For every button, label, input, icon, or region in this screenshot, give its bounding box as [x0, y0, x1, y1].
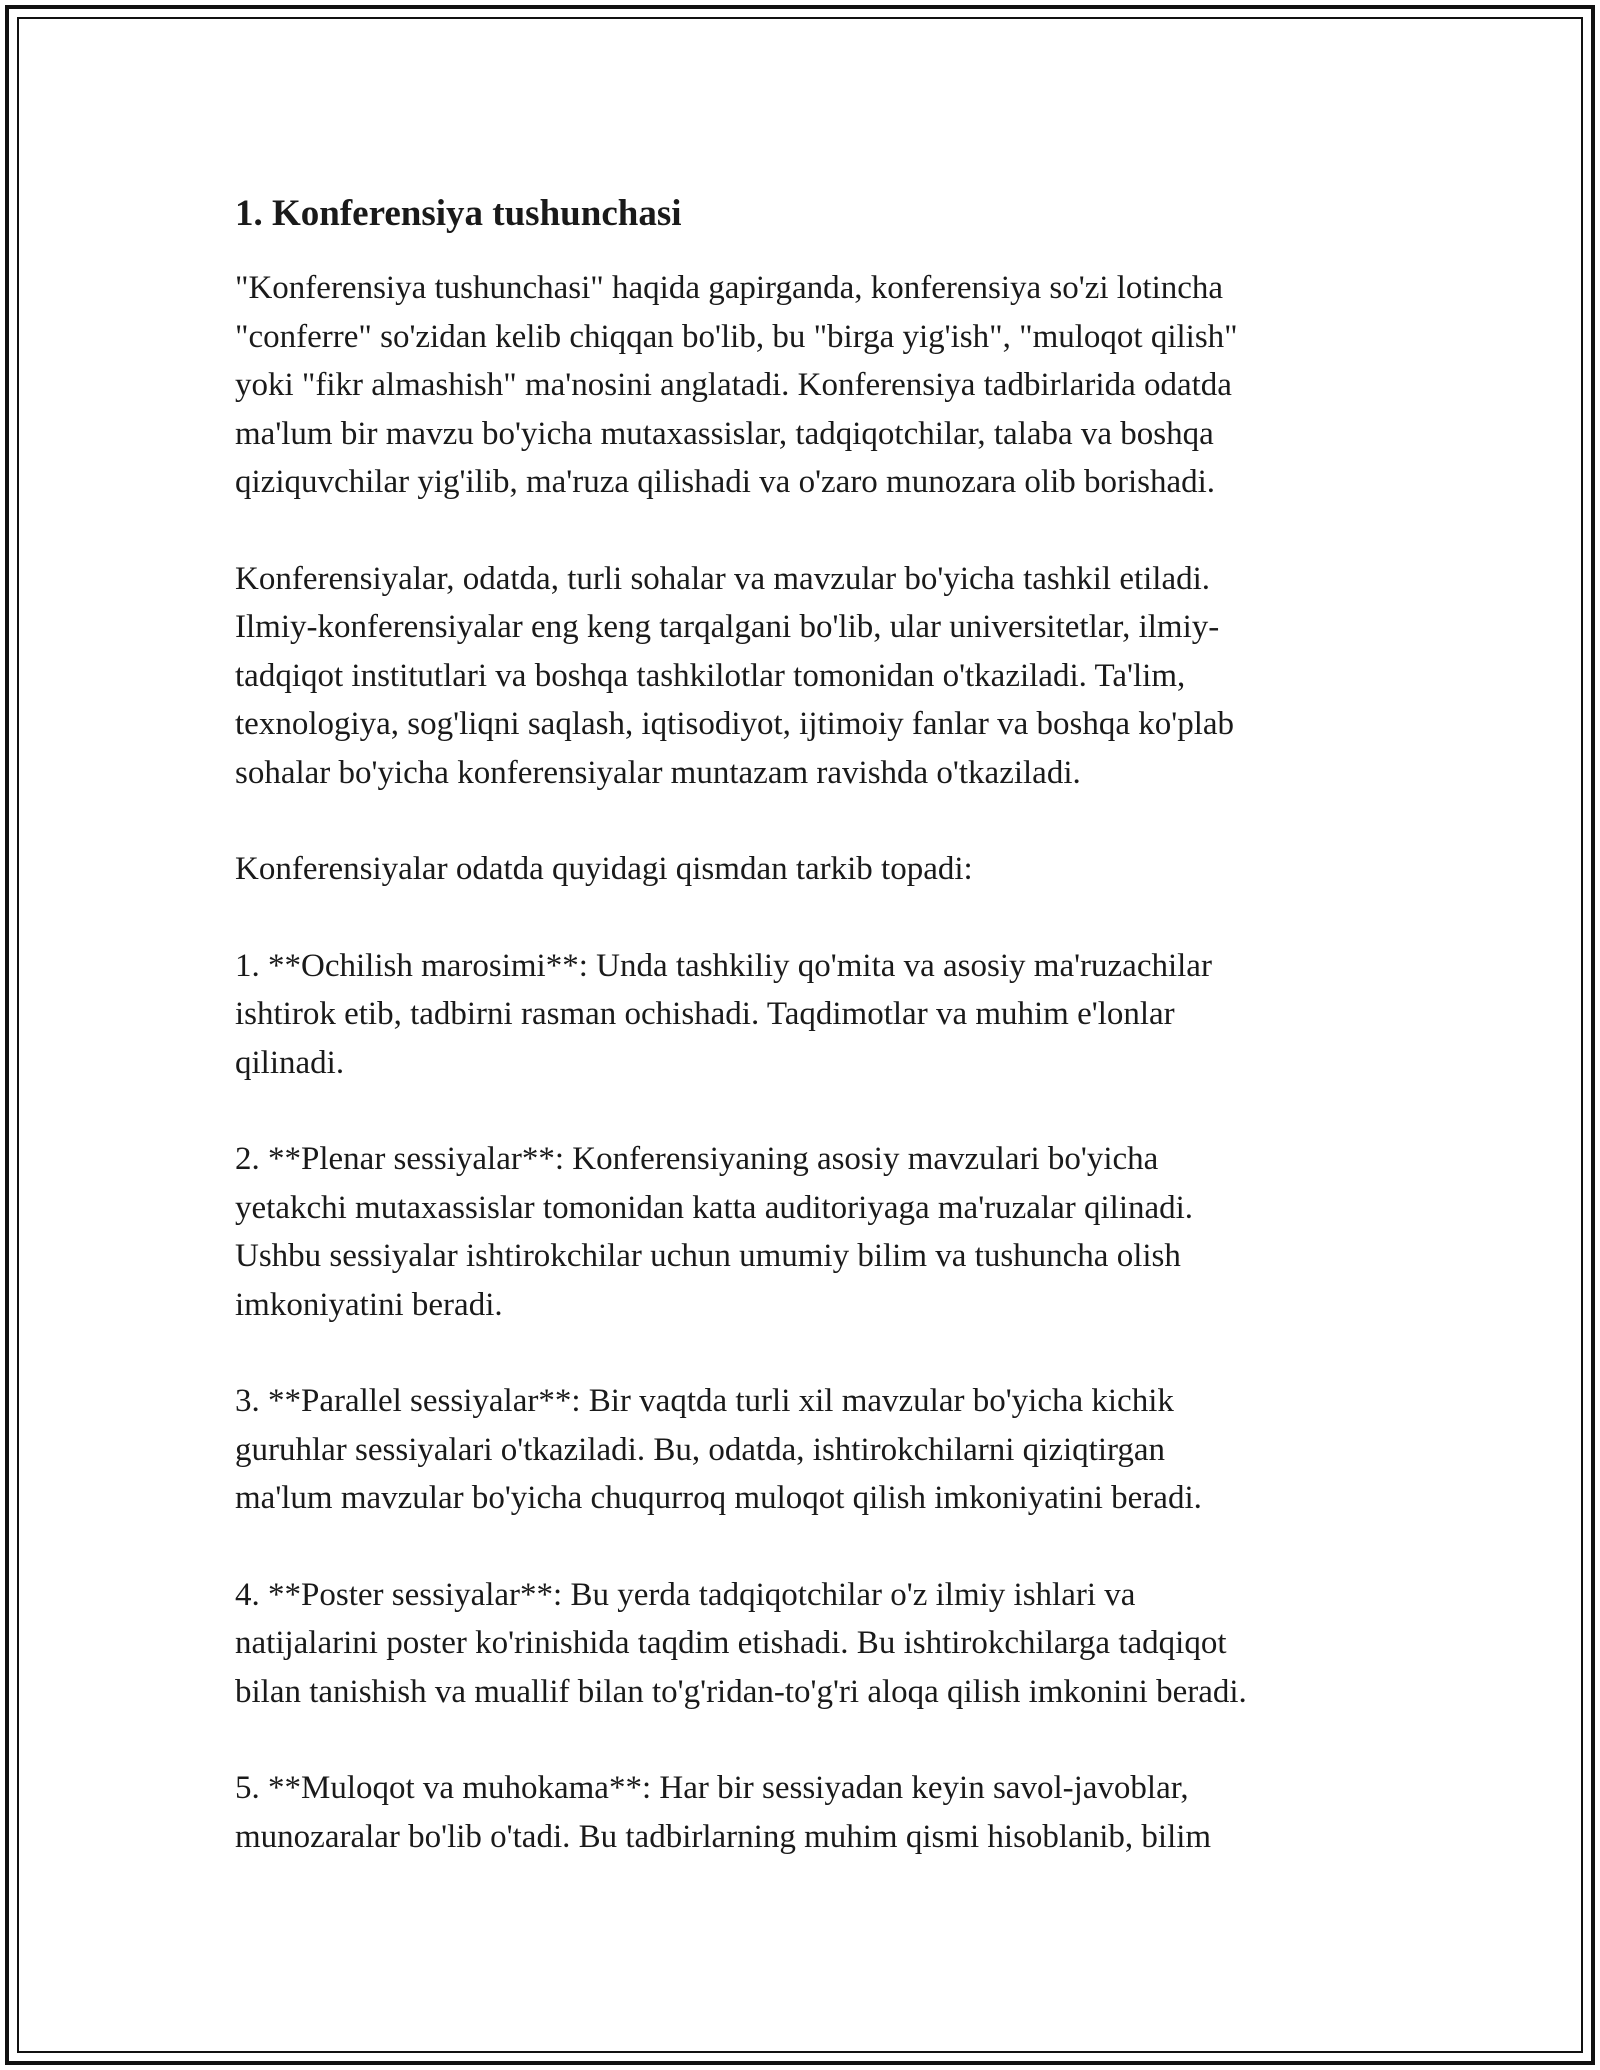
list-item-discussion: 5. **Muloqot va muhokama**: Har bir sessiyadan keyin savol-javoblar, munozaralar bo'lib o'tadi. Bu tadbirlarning muhim qismi hisoblanib, bilim	[235, 1770, 1212, 1855]
section-heading: 1. Konferensiya tushunchasi	[235, 193, 682, 234]
paragraph-definition: "Konferensiya tushunchasi" haqida gapirganda, konferensiya so'zi lotincha "conferre" so'zidan kelib chiqqan bo'lib, bu "birga yig'ish", "muloqot qilish" yoki "fikr almashish" ma'nosini anglatadi. Konferensiya tadbirlarida odatda ma'lum bir mavzu bo'yicha mutaxassislar, tadqiqotchilar, talaba va boshqa qiziquvchilar yig'ilib, ma'ruza qilishadi va o'zaro munozara olib borishadi.	[235, 270, 1238, 500]
document-body	[235, 186, 1385, 1909]
list-item-parallel-sessions: 3. **Parallel sessiyalar**: Bir vaqtda turli xil mavzular bo'yicha kichik guruhlar sessiyalari o'tkaziladi. Bu, odatda, ishtirokchilarni qiziqtirgan ma'lum mavzular bo'yicha chuqurroq muloqot qilish imkoniyatini beradi.	[235, 1383, 1202, 1516]
list-item-poster-sessions: 4. **Poster sessiyalar**: Bu yerda tadqiqotchilar o'z ilmiy ishlari va natijalarini poster ko'rinishida taqdim etishadi. Bu ishtirokchilarga tadqiqot bilan tanishish va muallif bilan to'g'ridan-to'g'ri aloqa qilish imkonini beradi.	[235, 1576, 1247, 1710]
paragraph-structure-intro: Konferensiyalar odatda quyidagi qismdan tarkib topadi:	[235, 851, 973, 887]
list-item-opening-ceremony: 1. **Ochilish marosimi**: Unda tashkiliy qo'mita va asosiy ma'ruzachilar ishtirok etib, tadbirni rasman ochishadi. Taqdimotlar va muhim e'lonlar qilinadi.	[235, 947, 1212, 1081]
list-item-plenary-sessions: 2. **Plenar sessiyalar**: Konferensiyaning asosiy mavzulari bo'yicha yetakchi mutaxassislar tomonidan katta auditoriyaga ma'ruzalar qilinadi. Ushbu sessiyalar ishtirokchilar uchun umumiy bilim va tushuncha olish imkoniyatini beradi.	[235, 1141, 1194, 1323]
paragraph-fields: Konferensiyalar, odatda, turli sohalar va mavzular bo'yicha tashkil etiladi. Ilmiy-konferensiyalar eng keng tarqalgani bo'lib, ular universitetlar, ilmiy- tadqiqot institutlari va boshqa tashkilotlar tomonidan o'tkaziladi. Ta'lim, texnologiya, sog'liqni saqlash, iqtisodiyot, ijtimoiy fanlar va boshqa ko'plab sohalar bo'yicha konferensiyalar muntazam ravishda o'tkaziladi.	[235, 560, 1235, 791]
